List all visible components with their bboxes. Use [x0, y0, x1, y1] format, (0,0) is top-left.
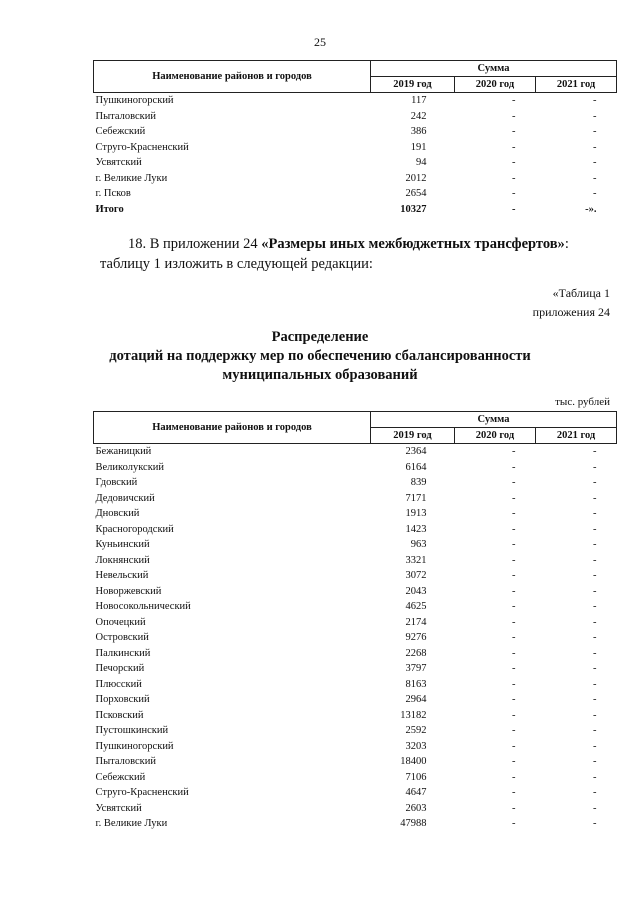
district-name-cell: г. Великие Луки: [95, 818, 168, 829]
district-name-cell: Пушкиногорский: [95, 95, 174, 106]
value-2019-cell: 3072: [405, 570, 427, 581]
district-name-cell: Невельский: [95, 570, 149, 581]
value-2020-cell: -: [512, 508, 516, 519]
value-2019-cell: 47988: [400, 818, 427, 829]
district-name-cell: Пыталовский: [95, 756, 156, 767]
district-name-cell: Пустошкинский: [95, 725, 169, 736]
value-2021-cell: -: [593, 508, 597, 519]
district-name-cell: Гдовский: [95, 477, 138, 488]
table-row: [94, 109, 617, 125]
district-name-cell: Итого: [95, 203, 124, 215]
value-2020-cell: -: [512, 678, 516, 690]
value-2020-cell: -: [512, 523, 516, 535]
district-name-cell: Опочецкий: [95, 616, 146, 628]
value-2019-cell: 117: [411, 95, 427, 106]
table-row: [94, 124, 617, 140]
table-row: [94, 692, 617, 708]
title-line-2: дотаций на поддержку мер по обеспечению сбалансированности: [109, 348, 531, 364]
value-2021-cell: -: [593, 647, 597, 659]
table-reference: [533, 284, 610, 322]
title-line-1: Распределение: [271, 329, 369, 345]
value-2021-cell: -: [593, 771, 597, 783]
district-name-cell: Куньинский: [95, 539, 150, 550]
district-name-cell: Пушкиногорский: [95, 740, 174, 752]
value-2019-cell: 1423: [405, 523, 427, 535]
amendment-paragraph: [100, 234, 608, 274]
value-2021-cell: -: [593, 740, 597, 752]
value-2021-cell: -: [593, 632, 597, 643]
value-2019-cell: 2012: [405, 172, 427, 184]
district-name-cell: г. Псков: [95, 188, 131, 199]
column-header-2021: 2021 год: [536, 77, 617, 93]
value-2019-cell: 7171: [405, 492, 427, 504]
value-2020-cell: -: [512, 709, 516, 721]
value-2021-cell: -: [593, 446, 597, 457]
column-header-2020: 2020 год: [455, 428, 536, 444]
value-2020-cell: -: [512, 554, 516, 566]
value-2021-cell: -: [593, 141, 597, 153]
district-name-cell: Себежский: [95, 126, 146, 137]
value-2021-cell: -: [593, 616, 597, 628]
district-name-cell: Усвятский: [95, 157, 142, 168]
value-2020-cell: -: [512, 585, 516, 597]
district-name-cell: Красногородский: [95, 523, 174, 535]
table-row: [94, 739, 617, 755]
value-2021-cell: -: [593, 787, 597, 798]
table-row: [94, 506, 617, 522]
value-2019-cell: 9276: [405, 632, 427, 643]
value-2020-cell: -: [512, 477, 516, 488]
district-name-cell: Струго-Красненский: [95, 141, 189, 153]
table-row: [94, 677, 617, 693]
value-2020-cell: -: [512, 172, 516, 184]
value-2019-cell: 963: [410, 539, 427, 550]
subsidy-distribution-table: [93, 411, 617, 832]
value-2021-cell: -: [593, 585, 597, 597]
table-row: [94, 816, 617, 832]
value-2021-cell: -: [593, 95, 597, 106]
table-row: [94, 444, 617, 460]
value-2020-cell: -: [512, 694, 516, 705]
value-2019-cell: 1913: [405, 508, 427, 519]
table-row: [94, 801, 617, 817]
column-header-2020: 2020 год: [455, 77, 536, 93]
district-name-cell: Новоржевский: [95, 585, 162, 597]
table-row: [94, 723, 617, 739]
table-row: [94, 615, 617, 631]
district-name-cell: Палкинский: [95, 647, 151, 659]
value-2020-cell: -: [512, 601, 516, 612]
column-header-name: Наименование районов и городов: [94, 412, 371, 444]
value-2019-cell: 2654: [405, 188, 427, 199]
value-2021-cell: -: [593, 601, 597, 612]
value-2019-cell: 7106: [405, 771, 427, 783]
value-2021-cell: -: [593, 663, 597, 674]
value-2019-cell: 13182: [400, 709, 427, 721]
value-2021-cell: -: [593, 157, 597, 168]
value-2020-cell: -: [512, 492, 516, 504]
value-2019-cell: 4647: [405, 787, 427, 798]
value-2020-cell: -: [512, 725, 516, 736]
value-2020-cell: -: [512, 188, 516, 199]
value-2020-cell: -: [512, 632, 516, 643]
table-row: [94, 661, 617, 677]
title-line-3: муниципальных образований: [222, 367, 418, 383]
value-2021-cell: -: [593, 678, 597, 690]
table-row: [94, 785, 617, 801]
value-2021-cell: -: [593, 554, 597, 566]
district-name-cell: Псковский: [95, 709, 144, 721]
value-2021-cell: -: [593, 477, 597, 488]
district-name-cell: Усвятский: [95, 802, 142, 814]
table-row: [94, 553, 617, 569]
district-name-cell: Печорский: [95, 663, 145, 674]
table-reference-line-2: приложения 24: [532, 305, 610, 319]
district-name-cell: Дновский: [95, 508, 140, 519]
table-row: [94, 171, 617, 187]
table-row: [94, 599, 617, 615]
value-2020-cell: -: [512, 157, 516, 168]
page-number: 25: [314, 35, 326, 49]
value-2019-cell: 3203: [405, 740, 427, 752]
value-2019-cell: 242: [410, 110, 427, 122]
column-header-2019: 2019 год: [371, 428, 455, 444]
value-2020-cell: -: [512, 663, 516, 674]
table-row: [94, 630, 617, 646]
value-2020-cell: -: [512, 539, 516, 550]
value-2020-cell: -: [512, 95, 516, 106]
value-2020-cell: -: [512, 616, 516, 628]
amendment-line-2: таблицу 1 изложить в следующей редакции:: [100, 256, 373, 272]
table-row: [94, 537, 617, 553]
district-name-cell: Себежский: [95, 771, 146, 783]
value-2019-cell: 10327: [400, 203, 427, 215]
table-row: [94, 93, 617, 109]
value-2021-cell: -: [593, 756, 597, 767]
district-name-cell: Струго-Красненский: [95, 787, 189, 798]
value-2020-cell: -: [512, 787, 516, 798]
value-2021-cell: -: [593, 188, 597, 199]
amendment-line-1: 18. В приложении 24 «Размеры иных межбюджетных трансфертов»:: [128, 236, 569, 252]
value-2021-cell: -».: [585, 203, 597, 215]
value-2019-cell: 2964: [405, 694, 427, 705]
table-row: [94, 584, 617, 600]
table-row: [94, 491, 617, 507]
table-row: [94, 140, 617, 156]
value-2021-cell: -: [593, 818, 597, 829]
value-2019-cell: 2174: [405, 616, 427, 628]
value-2020-cell: -: [512, 647, 516, 659]
value-2019-cell: 2043: [405, 585, 427, 597]
table-row: [94, 155, 617, 171]
value-2021-cell: -: [593, 725, 597, 736]
value-2020-cell: -: [512, 570, 516, 581]
value-2021-cell: -: [593, 570, 597, 581]
value-2019-cell: 839: [410, 477, 427, 488]
budget-table-continued: [93, 60, 617, 217]
district-name-cell: Локнянский: [95, 554, 150, 566]
column-header-sum: Сумма: [371, 412, 617, 428]
value-2019-cell: 94: [416, 157, 427, 168]
district-name-cell: Новосокольнический: [95, 601, 191, 612]
value-2020-cell: -: [512, 110, 516, 122]
total-row: [94, 202, 617, 218]
table-row: [94, 475, 617, 491]
value-2020-cell: -: [512, 446, 516, 457]
table-row: [94, 460, 617, 476]
table-row: [94, 522, 617, 538]
table-row: [94, 708, 617, 724]
value-2020-cell: -: [512, 141, 516, 153]
value-2019-cell: 3797: [405, 663, 427, 674]
table-row: [94, 568, 617, 584]
value-2019-cell: 2592: [405, 725, 427, 736]
value-2019-cell: 2603: [405, 802, 427, 814]
value-2020-cell: -: [512, 461, 516, 473]
value-2019-cell: 18400: [400, 756, 427, 767]
value-2020-cell: -: [512, 818, 516, 829]
district-name-cell: Великолукский: [95, 461, 165, 473]
district-name-cell: г. Великие Луки: [95, 172, 168, 184]
value-2019-cell: 386: [410, 126, 427, 137]
value-2021-cell: -: [593, 802, 597, 814]
value-2021-cell: -: [593, 172, 597, 184]
district-name-cell: Дедовичский: [95, 492, 155, 504]
value-2019-cell: 4625: [405, 601, 427, 612]
district-name-cell: Островский: [95, 632, 149, 643]
value-2020-cell: -: [512, 756, 516, 767]
value-2021-cell: -: [593, 492, 597, 504]
table-reference-line-1: «Таблица 1: [552, 286, 610, 300]
district-name-cell: Плюсский: [95, 678, 142, 690]
value-2020-cell: -: [512, 203, 516, 215]
value-2020-cell: -: [512, 740, 516, 752]
document-title: [0, 328, 640, 385]
district-name-cell: Бежаницкий: [95, 446, 152, 457]
value-2020-cell: -: [512, 771, 516, 783]
value-2021-cell: -: [593, 461, 597, 473]
value-2019-cell: 8163: [405, 678, 427, 690]
value-2019-cell: 6164: [405, 461, 427, 473]
value-2019-cell: 191: [410, 141, 427, 153]
value-2021-cell: -: [593, 110, 597, 122]
annex-title: «Размеры иных межбюджетных трансфертов»: [261, 236, 565, 252]
table-row: [94, 770, 617, 786]
value-2021-cell: -: [593, 709, 597, 721]
value-2021-cell: -: [593, 126, 597, 137]
district-name-cell: Пыталовский: [95, 110, 156, 122]
value-2019-cell: 2268: [405, 647, 427, 659]
value-2021-cell: -: [593, 694, 597, 705]
table-row: [94, 186, 617, 202]
value-2020-cell: -: [512, 126, 516, 137]
table-row: [94, 646, 617, 662]
value-2019-cell: 2364: [405, 446, 427, 457]
value-2019-cell: 3321: [405, 554, 427, 566]
column-header-name: Наименование районов и городов: [94, 61, 371, 93]
table-row: [94, 754, 617, 770]
value-2020-cell: -: [512, 802, 516, 814]
unit-label: тыс. рублей: [555, 396, 610, 408]
value-2021-cell: -: [593, 523, 597, 535]
column-header-2021: 2021 год: [536, 428, 617, 444]
district-name-cell: Порховский: [95, 694, 150, 705]
value-2021-cell: -: [593, 539, 597, 550]
column-header-2019: 2019 год: [371, 77, 455, 93]
column-header-sum: Сумма: [371, 61, 617, 77]
